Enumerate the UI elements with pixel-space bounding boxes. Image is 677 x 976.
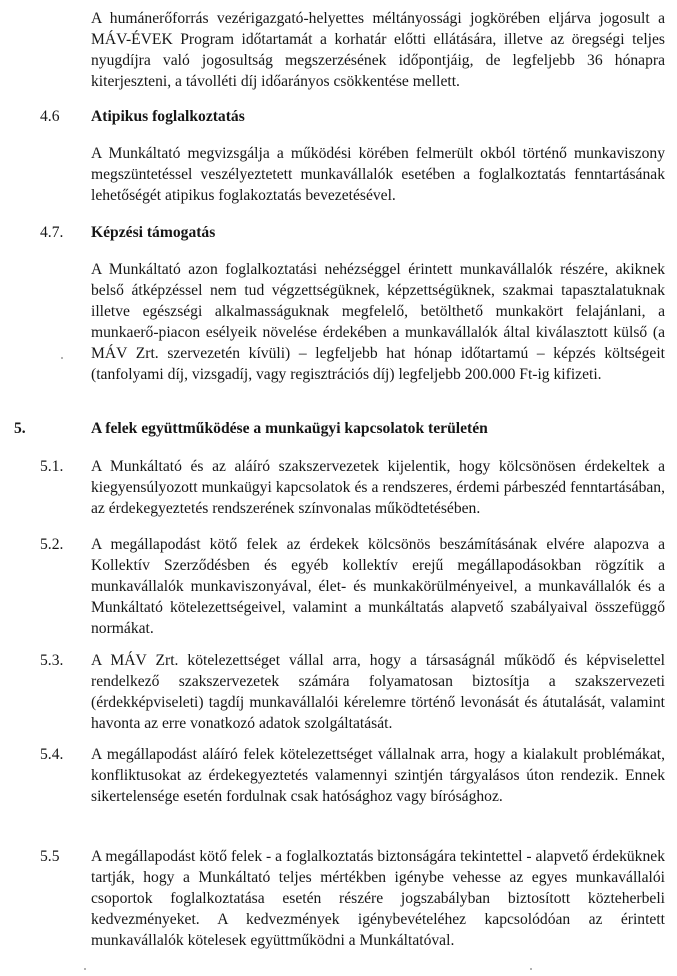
section-number-5-2: 5.2. bbox=[40, 536, 64, 553]
section-number-5-1: 5.1. bbox=[40, 458, 64, 475]
section-text-4-7: A Munkáltató azon foglalkoztatási nehézséggel érintett munkavállalók részére, akiknek belső átképzéssel nem tud végzettségüknek, képzettségüknek, szakmai tapasztalatuknak illetve egészségi alkalmasságuknak megfelelő, betölthető munkakört felajánlani, a munkaerő-piacon esélyeik növelése érdekében a munkavállalók által kiválasztott külső (a MÁV Zrt. szervezetén kívüli) – legfeljebb hat hónap időtartamú – képzés költségeit (tanfolyami díj, vizsgadíj, vagy regisztrációs díj) legfeljebb 200.000 Ft-ig kifizeti. bbox=[91, 261, 665, 383]
scan-speck bbox=[530, 968, 532, 970]
section-text-5-4: A megállapodást aláíró felek kötelezettséget vállalnak arra, hogy a kialakult problémákat, konfliktusokat az érdekegyeztetés valamennyi szintjén tárgyalásos úton rendezik. Ennek sikertelensége esetén fordulnak csak hatósághoz vagy bírósághoz. bbox=[91, 746, 665, 805]
section-number-5: 5. bbox=[14, 420, 26, 437]
section-text-5-5: A megállapodást kötő felek - a foglalkoztatás biztonságára tekintettel - alapvető érdeküknek tartják, hogy a Munkáltató teljes mértékben igénybe vehesse az egyes munkavállalói csoportok foglalkoztatása esetén részére jogszabályban biztosított közteherbeli kedvezményeket. A kedvezmények igénybevételéhez kapcsolódóan az érintett munkavállalók kötelesek együttműködni a Munkáltatóval. bbox=[91, 848, 665, 949]
section-text-5-2: A megállapodást kötő felek az érdekek kölcsönös beszámításának elvére alapozva a Kollektív Szerződésben és egyéb kollektív erejű megállapodásokban rögzítik a munkavállalók munkaviszonyával, élet- és munkakörülményeivel, a munkavállalók és a Munkáltató kötelezettségeivel, valamint a munkáltatás alapvető szabályaival összefüggő normákat. bbox=[91, 536, 665, 637]
section-title-5: A felek együttműködése a munkaügyi kapcsolatok területén bbox=[91, 420, 488, 437]
section-text-5-3: A MÁV Zrt. kötelezettséget vállal arra, hogy a társaságnál működő és képviselettel rendelkező szakszervezetek számára folyamatosan biztosítja a szakszervezeti (érdekképviseleti) tagdíj munkavállalói kérelemre történő levonását és átutalását, valamint havonta az erre vonatkozó adatok szolgáltatását. bbox=[91, 652, 665, 732]
section-number-5-4: 5.4. bbox=[40, 746, 64, 763]
section-number-4-6: 4.6 bbox=[40, 108, 60, 125]
intro-paragraph: A humánerőforrás vezérigazgató-helyettes méltányossági jogkörében eljárva jogosult a MÁV-ÉVEK Program időtartamát a korhatár előtti ellátására, illetve az öregségi teljes nyugdíjra való jogosultság megszerzésének időpontjáig, de legfeljebb 36 hónapra kiterjeszteni, a távolléti díj időarányos csökkentése mellett. bbox=[91, 10, 665, 90]
section-number-5-5: 5.5 bbox=[40, 848, 60, 865]
section-text-4-6: A Munkáltató megvizsgálja a működési körében felmerült okból történő munkaviszony megszüntetéssel veszélyeztetett munkavállalók esetében a foglalkoztatás fenntartásának lehetőségét atipikus foglakoztatás bevezetésével. bbox=[91, 145, 665, 204]
section-number-5-3: 5.3. bbox=[40, 652, 64, 669]
section-title-4-6: Atipikus foglalkoztatás bbox=[91, 108, 245, 125]
section-text-5-1: A Munkáltató és az aláíró szakszervezetek kijelentik, hogy kölcsönösen érdekeltek a kiegyensúlyozott munkaügyi kapcsolatok és a rendszeres, érdemi párbeszéd fenntartásában, az érdekegyeztetés rendszerének színvonalas működtetésében. bbox=[91, 458, 665, 517]
section-title-4-7: Képzési támogatás bbox=[91, 224, 216, 241]
scan-speck bbox=[84, 968, 86, 970]
section-number-4-7: 4.7. bbox=[40, 224, 64, 241]
scan-speck bbox=[61, 357, 63, 359]
